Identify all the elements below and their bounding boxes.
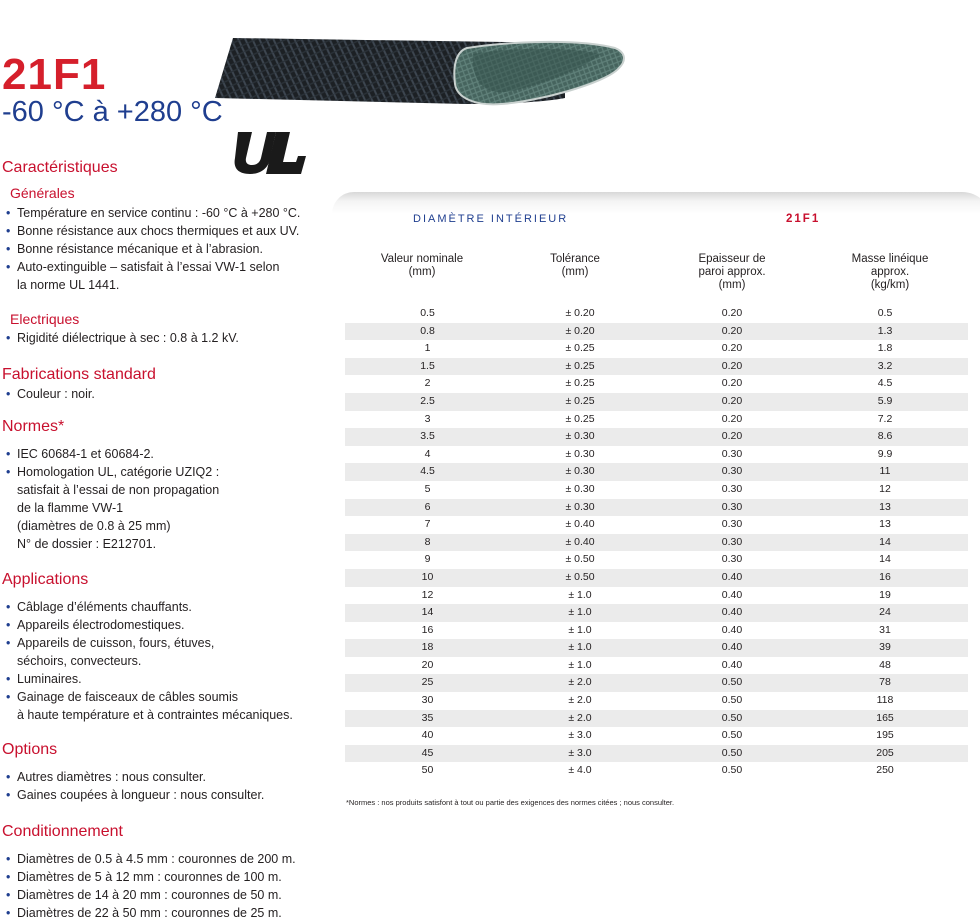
cell-tolerance: ± 0.50 bbox=[565, 570, 595, 583]
fabrications-list bbox=[6, 385, 95, 403]
applications-list bbox=[6, 598, 293, 724]
bullet-icon: • bbox=[6, 224, 11, 238]
cell-tolerance: ± 0.30 bbox=[565, 500, 595, 513]
list-item bbox=[6, 886, 296, 904]
cell-epaisseur: 0.40 bbox=[721, 658, 743, 671]
cell-tolerance: ± 0.25 bbox=[565, 342, 595, 355]
list-item-text: Diamètres de 14 à 20 mm : couronnes de 50 m. bbox=[17, 888, 282, 902]
cell-nominal: 8 bbox=[424, 535, 431, 548]
cell-tolerance: ± 1.0 bbox=[568, 623, 592, 636]
cell-tolerance: ± 0.20 bbox=[565, 307, 595, 319]
cell-masse: 39 bbox=[879, 641, 891, 654]
generales-list bbox=[6, 204, 300, 294]
table-row bbox=[345, 499, 968, 517]
table-row bbox=[345, 657, 968, 675]
bullet-icon: • bbox=[6, 690, 11, 704]
table-row bbox=[345, 411, 968, 429]
cell-epaisseur: 0.50 bbox=[721, 764, 743, 777]
list-item bbox=[6, 850, 296, 868]
cell-epaisseur: 0.40 bbox=[721, 606, 743, 619]
list-item-text: Bonne résistance aux chocs thermiques et aux UV. bbox=[17, 224, 300, 238]
cell-epaisseur: 0.30 bbox=[721, 447, 743, 460]
table-row bbox=[345, 446, 968, 464]
cell-nominal: 30 bbox=[421, 694, 434, 707]
cell-masse: 205 bbox=[876, 746, 894, 759]
cell-tolerance: ± 2.0 bbox=[568, 711, 592, 724]
cell-nominal: 10 bbox=[421, 570, 434, 583]
ul-recognized-logo bbox=[232, 128, 312, 178]
cell-epaisseur: 0.50 bbox=[721, 746, 743, 759]
cell-nominal: 45 bbox=[421, 746, 434, 759]
bullet-icon: • bbox=[6, 906, 11, 920]
cell-nominal: 2 bbox=[424, 377, 431, 390]
table-row bbox=[345, 393, 968, 411]
table-row bbox=[345, 762, 968, 780]
normes-list bbox=[6, 445, 219, 553]
list-item-text: Couleur : noir. bbox=[17, 387, 95, 401]
list-item-text: Homologation UL, catégorie UZIQ2 : bbox=[17, 465, 220, 479]
cell-masse: 8.6 bbox=[877, 430, 893, 443]
cell-tolerance: ± 0.25 bbox=[565, 359, 595, 372]
list-item-text: satisfait à l’essai de non propagation bbox=[17, 483, 220, 497]
bullet-icon: • bbox=[6, 242, 11, 256]
cell-nominal: 14 bbox=[421, 606, 434, 619]
list-item-text: (diamètres de 0.8 à 25 mm) bbox=[17, 519, 171, 533]
cell-masse: 14 bbox=[879, 553, 891, 566]
column-header-line: paroi approx. bbox=[698, 266, 766, 278]
cell-tolerance: ± 0.30 bbox=[565, 465, 595, 478]
list-item-text: Gaines coupées à longueur : nous consulter. bbox=[17, 788, 265, 802]
cell-nominal: 40 bbox=[421, 729, 434, 742]
bullet-icon: • bbox=[6, 600, 11, 614]
cell-epaisseur: 0.30 bbox=[721, 465, 743, 478]
cell-epaisseur: 0.20 bbox=[721, 430, 743, 443]
table-row bbox=[345, 622, 968, 640]
cell-nominal: 4 bbox=[424, 447, 431, 460]
bullet-icon: • bbox=[6, 387, 11, 401]
section-conditionnement: Conditionnement bbox=[2, 823, 123, 840]
cell-nominal: 5 bbox=[424, 482, 431, 495]
list-item-text: Câblage d’éléments chauffants. bbox=[17, 600, 192, 614]
cell-nominal: 3 bbox=[424, 412, 431, 425]
list-item-text: IEC 60684-1 et 60684-2. bbox=[17, 447, 154, 461]
section-caracteristiques: Caractéristiques bbox=[2, 159, 118, 176]
bullet-icon: • bbox=[6, 636, 11, 650]
table-row bbox=[345, 727, 968, 745]
column-header-line: Masse linéique bbox=[851, 253, 929, 265]
table-row bbox=[345, 569, 968, 587]
options-list bbox=[6, 768, 264, 804]
cell-epaisseur: 0.30 bbox=[721, 535, 743, 548]
column-header-line: Valeur nominale bbox=[380, 253, 464, 265]
column-header-tolerance bbox=[530, 253, 620, 279]
bullet-icon: • bbox=[6, 870, 11, 884]
subsection-electriques: Electriques bbox=[10, 311, 80, 327]
cell-nominal: 50 bbox=[421, 764, 434, 777]
cell-epaisseur: 0.50 bbox=[721, 676, 743, 689]
cell-masse: 14 bbox=[879, 535, 891, 548]
cell-nominal: 35 bbox=[421, 711, 434, 724]
cell-tolerance: ± 0.40 bbox=[565, 518, 595, 531]
cell-nominal: 3.5 bbox=[420, 430, 435, 443]
column-header-line: (mm) bbox=[561, 266, 589, 278]
temperature-range: -60 °C à +280 °C bbox=[2, 96, 223, 128]
table-row bbox=[345, 587, 968, 605]
list-item bbox=[6, 240, 300, 258]
table-header-product: 21F1 bbox=[786, 213, 821, 225]
table-row bbox=[345, 463, 968, 481]
cell-masse: 48 bbox=[879, 658, 891, 671]
cell-nominal: 9 bbox=[424, 553, 431, 566]
list-item bbox=[6, 463, 219, 553]
product-title: 21F1 bbox=[2, 50, 107, 99]
table-row bbox=[345, 534, 968, 552]
list-item bbox=[6, 616, 293, 634]
column-header-line: (mm) bbox=[408, 266, 436, 278]
cell-masse: 24 bbox=[879, 606, 891, 619]
table-row bbox=[345, 604, 968, 622]
list-item bbox=[6, 258, 300, 294]
cell-masse: 118 bbox=[876, 694, 894, 707]
bullet-icon: • bbox=[6, 465, 11, 479]
cell-tolerance: ± 2.0 bbox=[568, 676, 592, 689]
cell-masse: 195 bbox=[876, 729, 894, 742]
table-row bbox=[345, 516, 968, 534]
cell-epaisseur: 0.30 bbox=[721, 518, 743, 531]
bullet-icon: • bbox=[6, 618, 11, 632]
section-options: Options bbox=[2, 741, 58, 758]
cell-tolerance: ± 3.0 bbox=[568, 729, 592, 742]
section-fabrications: Fabrications standard bbox=[2, 366, 156, 383]
cell-epaisseur: 0.50 bbox=[721, 711, 743, 724]
table-header-diametre: DIAMÈTRE INTÉRIEUR bbox=[413, 213, 569, 225]
list-item-text: Appareils électrodomestiques. bbox=[17, 618, 185, 632]
cell-masse: 3.2 bbox=[877, 359, 893, 372]
cell-epaisseur: 0.20 bbox=[721, 412, 743, 425]
list-item-text: séchoirs, convecteurs. bbox=[17, 654, 142, 668]
column-header-line: Tolérance bbox=[550, 253, 600, 265]
cell-nominal: 6 bbox=[424, 500, 431, 513]
cell-masse: 78 bbox=[879, 676, 891, 689]
braided-sleeve-image bbox=[205, 28, 635, 113]
bullet-icon: • bbox=[6, 447, 11, 461]
list-item bbox=[6, 329, 239, 347]
cell-epaisseur: 0.20 bbox=[721, 307, 743, 319]
cell-epaisseur: 0.20 bbox=[721, 342, 743, 355]
cell-nominal: 1 bbox=[424, 342, 431, 355]
cell-masse: 165 bbox=[876, 711, 894, 724]
table-row bbox=[345, 340, 968, 358]
cell-tolerance: ± 0.50 bbox=[565, 553, 595, 566]
list-item bbox=[6, 670, 293, 688]
cell-masse: 13 bbox=[879, 500, 891, 513]
list-item-text: Gainage de faisceaux de câbles soumis bbox=[17, 690, 238, 704]
cell-tolerance: ± 1.0 bbox=[568, 606, 592, 619]
cell-nominal: 18 bbox=[421, 641, 434, 654]
cell-tolerance: ± 0.30 bbox=[565, 430, 595, 443]
list-item bbox=[6, 768, 264, 786]
bullet-icon: • bbox=[6, 788, 11, 802]
cell-tolerance: ± 1.0 bbox=[568, 641, 592, 654]
cell-epaisseur: 0.20 bbox=[721, 359, 743, 372]
list-item-text: Diamètres de 5 à 12 mm : couronnes de 100 m. bbox=[17, 870, 282, 884]
cell-masse: 4.5 bbox=[877, 377, 893, 390]
bullet-icon: • bbox=[6, 770, 11, 784]
cell-tolerance: ± 4.0 bbox=[568, 764, 592, 777]
list-item-text: Température en service continu : -60 °C à +280 °C. bbox=[17, 206, 301, 220]
cell-epaisseur: 0.30 bbox=[721, 482, 743, 495]
cell-nominal: 2.5 bbox=[420, 394, 435, 407]
cell-epaisseur: 0.20 bbox=[721, 394, 743, 407]
table-row bbox=[345, 305, 968, 323]
cell-nominal: 12 bbox=[421, 588, 434, 601]
cell-masse: 1.8 bbox=[877, 342, 893, 355]
cell-epaisseur: 0.20 bbox=[721, 377, 743, 390]
table-row bbox=[345, 710, 968, 728]
list-item bbox=[6, 868, 296, 886]
cell-tolerance: ± 0.40 bbox=[565, 535, 595, 548]
table-row bbox=[345, 358, 968, 376]
cell-epaisseur: 0.50 bbox=[721, 729, 743, 742]
cell-tolerance: ± 0.25 bbox=[565, 394, 595, 407]
table-row bbox=[345, 551, 968, 569]
list-item-text: Autres diamètres : nous consulter. bbox=[17, 770, 206, 784]
cell-masse: 5.9 bbox=[877, 394, 893, 407]
dimensions-table bbox=[345, 305, 968, 780]
table-row bbox=[345, 481, 968, 499]
cell-masse: 19 bbox=[879, 588, 891, 601]
cell-nominal: 4.5 bbox=[420, 465, 435, 478]
cell-masse: 1.3 bbox=[877, 324, 893, 337]
list-item-text: Diamètres de 0.5 à 4.5 mm : couronnes de 200 m. bbox=[17, 852, 296, 866]
cell-masse: 13 bbox=[879, 518, 891, 531]
cell-tolerance: ± 0.20 bbox=[565, 324, 595, 337]
cell-tolerance: ± 0.25 bbox=[565, 377, 595, 390]
column-header-line: Epaisseur de bbox=[698, 253, 766, 265]
cell-tolerance: ± 0.30 bbox=[565, 482, 595, 495]
cell-nominal: 16 bbox=[421, 623, 434, 636]
cell-masse: 0.5 bbox=[877, 307, 893, 319]
cell-masse: 11 bbox=[879, 465, 891, 478]
bullet-icon: • bbox=[6, 852, 11, 866]
list-item-text: Luminaires. bbox=[17, 672, 82, 686]
list-item-text: de la flamme VW-1 bbox=[17, 501, 124, 515]
table-row bbox=[345, 639, 968, 657]
cell-masse: 7.2 bbox=[877, 412, 893, 425]
section-normes: Normes* bbox=[2, 418, 65, 435]
cell-nominal: 25 bbox=[421, 676, 434, 689]
cell-nominal: 0.5 bbox=[420, 307, 435, 319]
table-row bbox=[345, 428, 968, 446]
footnote: *Normes : nos produits satisfont à tout ou partie des exigences des normes citées ; nous consulter. bbox=[346, 798, 675, 807]
cell-epaisseur: 0.50 bbox=[721, 694, 743, 707]
cell-tolerance: ± 2.0 bbox=[568, 694, 592, 707]
list-item bbox=[6, 445, 219, 463]
bullet-icon: • bbox=[6, 260, 11, 274]
cell-epaisseur: 0.20 bbox=[721, 324, 743, 337]
list-item-text: Auto-extinguible – satisfait à l’essai VW-1 selon bbox=[17, 260, 280, 274]
bullet-icon: • bbox=[6, 672, 11, 686]
table-row bbox=[345, 692, 968, 710]
list-item-text: Bonne résistance mécanique et à l’abrasion. bbox=[17, 242, 263, 256]
cell-masse: 9.9 bbox=[877, 447, 893, 460]
cell-tolerance: ± 1.0 bbox=[568, 588, 592, 601]
cell-nominal: 20 bbox=[421, 658, 434, 671]
cell-epaisseur: 0.40 bbox=[721, 623, 743, 636]
table-row bbox=[345, 375, 968, 393]
column-header-epaisseur bbox=[682, 253, 782, 292]
list-item-text: N° de dossier : E212701. bbox=[17, 537, 157, 551]
list-item bbox=[6, 688, 293, 724]
list-item-text: Appareils de cuisson, fours, étuves, bbox=[17, 636, 215, 650]
cell-epaisseur: 0.40 bbox=[721, 641, 743, 654]
cell-epaisseur: 0.40 bbox=[721, 570, 743, 583]
table-row bbox=[345, 323, 968, 341]
conditionnement-list bbox=[6, 850, 296, 922]
electriques-list bbox=[6, 329, 239, 347]
table-row bbox=[345, 674, 968, 692]
list-item bbox=[6, 786, 264, 804]
bullet-icon: • bbox=[6, 206, 11, 220]
list-item-text: à haute température et à contraintes mécaniques. bbox=[17, 708, 293, 722]
cell-masse: 12 bbox=[879, 482, 891, 495]
list-item bbox=[6, 204, 300, 222]
cell-epaisseur: 0.30 bbox=[721, 500, 743, 513]
cell-tolerance: ± 0.30 bbox=[565, 447, 595, 460]
list-item-text: la norme UL 1441. bbox=[17, 278, 120, 292]
column-header-line: (mm) bbox=[718, 279, 746, 291]
bullet-icon: • bbox=[6, 888, 11, 902]
list-item-text: Diamètres de 22 à 50 mm : couronnes de 25 m. bbox=[17, 906, 282, 920]
cell-tolerance: ± 3.0 bbox=[568, 746, 592, 759]
cell-epaisseur: 0.40 bbox=[721, 588, 743, 601]
column-header-line: approx. bbox=[870, 266, 910, 278]
cell-masse: 16 bbox=[879, 570, 891, 583]
cell-tolerance: ± 0.25 bbox=[565, 412, 595, 425]
list-item bbox=[6, 634, 293, 670]
list-item bbox=[6, 904, 296, 922]
column-header-masse bbox=[835, 253, 945, 292]
list-item bbox=[6, 222, 300, 240]
list-item-text: Rigidité diélectrique à sec : 0.8 à 1.2 kV. bbox=[17, 331, 239, 345]
list-item bbox=[6, 385, 95, 403]
cell-nominal: 7 bbox=[424, 518, 431, 531]
section-applications: Applications bbox=[2, 571, 89, 588]
cell-nominal: 1.5 bbox=[420, 359, 435, 372]
column-header-line: (kg/km) bbox=[870, 279, 910, 291]
column-header-nominal bbox=[372, 253, 472, 279]
list-item bbox=[6, 598, 293, 616]
bullet-icon: • bbox=[6, 331, 11, 345]
table-row bbox=[345, 745, 968, 763]
cell-epaisseur: 0.30 bbox=[721, 553, 743, 566]
cell-masse: 31 bbox=[879, 623, 891, 636]
cell-nominal: 0.8 bbox=[420, 324, 435, 337]
subsection-generales: Générales bbox=[10, 185, 75, 201]
cell-masse: 250 bbox=[876, 764, 894, 777]
cell-tolerance: ± 1.0 bbox=[568, 658, 592, 671]
